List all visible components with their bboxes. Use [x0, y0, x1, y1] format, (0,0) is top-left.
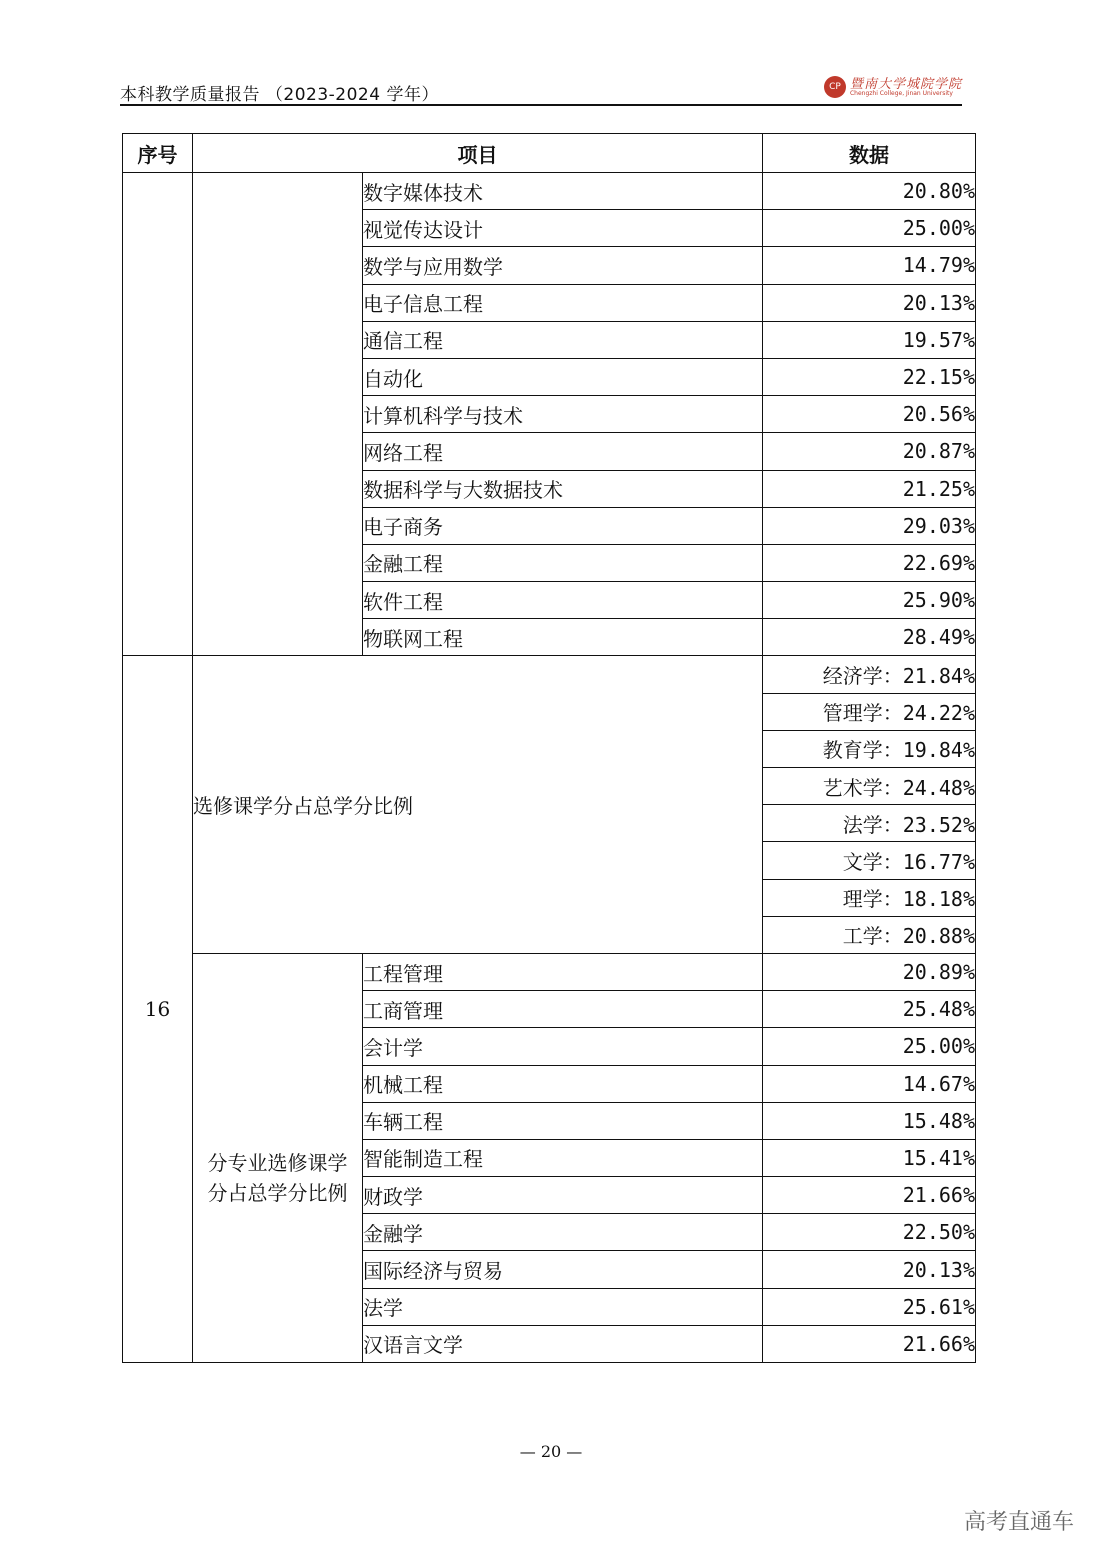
major-name: 法学: [363, 1288, 763, 1325]
major-value: 22.50%: [763, 1214, 976, 1251]
major-value: 21.66%: [763, 1325, 976, 1362]
major-value: 25.90%: [763, 582, 976, 619]
major-name: 物联网工程: [363, 619, 763, 656]
major-name: 数学与应用数学: [363, 247, 763, 284]
major-name: 智能制造工程: [363, 1139, 763, 1176]
column-header-data: 数据: [763, 134, 976, 173]
major-name: 网络工程: [363, 433, 763, 470]
major-name: 电子商务: [363, 507, 763, 544]
logo-english-text: Chengzhi College, Jinan University: [849, 89, 953, 97]
major-value: 25.00%: [763, 1028, 976, 1065]
major-value: 20.89%: [763, 953, 976, 990]
column-header-seq: 序号: [123, 134, 193, 173]
elective-label: 选修课学分占总学分比例: [193, 656, 763, 954]
column-header-item: 项目: [193, 134, 763, 173]
major-name: 金融学: [363, 1214, 763, 1251]
table-row: [123, 656, 976, 693]
major-value: 21.25%: [763, 470, 976, 507]
major-name: 视觉传达设计: [363, 210, 763, 247]
discipline-value: 艺术学：24.48%: [763, 768, 976, 805]
table-row: [123, 953, 976, 990]
major-name: 金融工程: [363, 544, 763, 581]
seq-number: 16: [123, 656, 193, 1363]
major-value: 25.48%: [763, 991, 976, 1028]
major-value: 25.61%: [763, 1288, 976, 1325]
major-value: 21.66%: [763, 1177, 976, 1214]
category-cell-empty: [193, 173, 363, 656]
discipline-value: 工学：20.88%: [763, 916, 976, 953]
major-value: 14.67%: [763, 1065, 976, 1102]
discipline-value: 法学：23.52%: [763, 805, 976, 842]
major-name: 自动化: [363, 358, 763, 395]
major-value: 20.80%: [763, 173, 976, 210]
table-header-row: [123, 134, 976, 173]
major-name: 国际经济与贸易: [363, 1251, 763, 1288]
major-elective-label: 分专业选修课学分占总学分比例: [193, 953, 363, 1362]
major-name: 会计学: [363, 1028, 763, 1065]
table-row: [123, 173, 976, 210]
discipline-value: 经济学：21.84%: [763, 656, 976, 693]
major-value: 20.13%: [763, 1251, 976, 1288]
major-name: 财政学: [363, 1177, 763, 1214]
major-value: 25.00%: [763, 210, 976, 247]
discipline-value: 管理学：24.22%: [763, 693, 976, 730]
logo-seal-icon: CP: [824, 76, 846, 98]
major-name: 数字媒体技术: [363, 173, 763, 210]
major-value: 14.79%: [763, 247, 976, 284]
major-value: 29.03%: [763, 507, 976, 544]
major-name: 计算机科学与技术: [363, 396, 763, 433]
major-value: 15.48%: [763, 1102, 976, 1139]
major-name: 数据科学与大数据技术: [363, 470, 763, 507]
major-value: 20.87%: [763, 433, 976, 470]
major-value: 22.69%: [763, 544, 976, 581]
major-value: 15.41%: [763, 1139, 976, 1176]
major-value: 20.13%: [763, 284, 976, 321]
data-table: [122, 133, 976, 1363]
major-value: 19.57%: [763, 321, 976, 358]
major-name: 工程管理: [363, 953, 763, 990]
page-header: [120, 78, 962, 106]
major-name: 车辆工程: [363, 1102, 763, 1139]
major-name: 工商管理: [363, 991, 763, 1028]
major-name: 机械工程: [363, 1065, 763, 1102]
major-name: 通信工程: [363, 321, 763, 358]
major-value: 20.56%: [763, 396, 976, 433]
major-name: 电子信息工程: [363, 284, 763, 321]
major-name: 软件工程: [363, 582, 763, 619]
discipline-value: 文学：16.77%: [763, 842, 976, 879]
college-logo: [824, 74, 962, 100]
major-value: 22.15%: [763, 358, 976, 395]
major-value: 28.49%: [763, 619, 976, 656]
discipline-value: 理学：18.18%: [763, 879, 976, 916]
report-title: 本科教学质量报告 （2023-2024 学年）: [120, 85, 439, 105]
seq-cell-empty: [123, 173, 193, 656]
discipline-value: 教育学：19.84%: [763, 730, 976, 767]
major-name: 汉语言文学: [363, 1325, 763, 1362]
page-number: — 20 —: [519, 1442, 583, 1461]
logo-chinese-text: 暨南大学城院学院: [849, 76, 962, 92]
watermark: 高考直通车: [963, 1510, 1074, 1535]
